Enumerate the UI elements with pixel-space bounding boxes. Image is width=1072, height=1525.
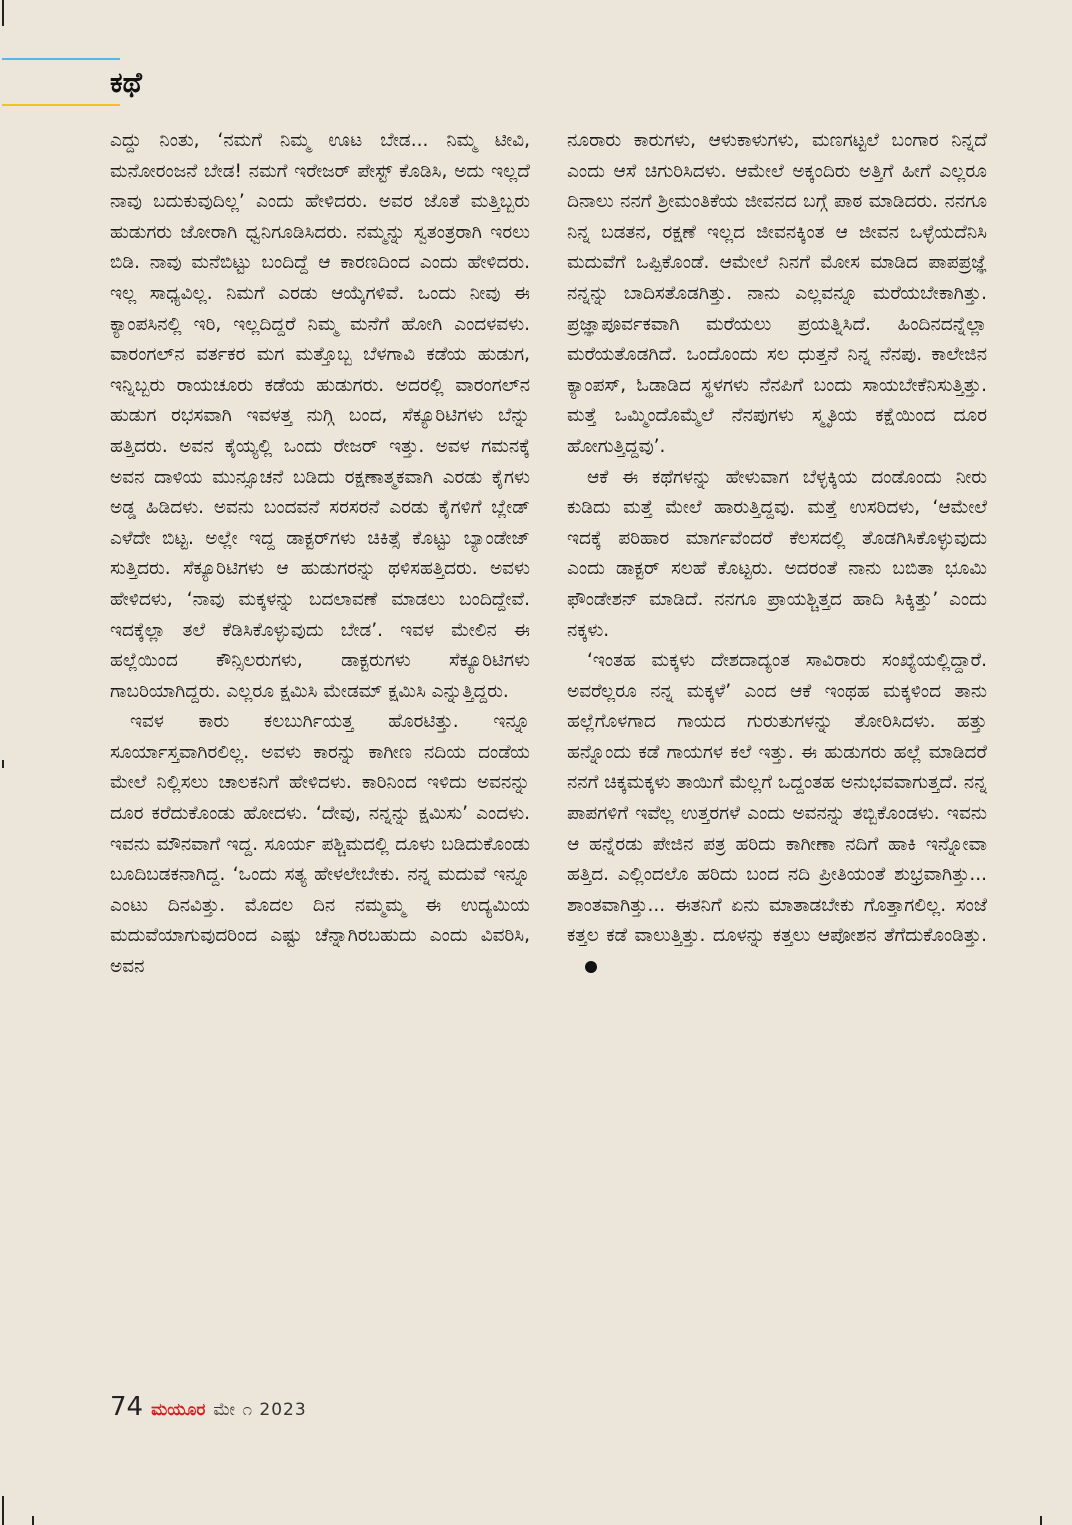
- right-column: [567, 126, 987, 983]
- paragraph: ಎದ್ದು ನಿಂತು, ‘ನಮಗೆ ನಿಮ್ಮ ಊಟ ಬೇಡ... ನಿಮ್ಮ ಟೀವಿ, ಮನೋರಂಜನೆ ಬೇಡ! ನಮಗೆ ಇರೇಜರ್ ಪೇಸ್ಟ್ ಕೊಡಿಸಿ, ಅದು ಇಲ್ಲದೆ ನಾವು ಬದುಕುವುದಿಲ್ಲ’ ಎಂದು ಹೇಳಿದರು. ಅವರ ಜೊತೆ ಮತ್ತಿಬ್ಬರು ಹುಡುಗರು ಜೋರಾಗಿ ಧ್ವನಿಗೂಡಿಸಿದರು. ನಮ್ಮನ್ನು ಸ್ವತಂತ್ರರಾಗಿ ಇರಲು ಬಿಡಿ. ನಾವು ಮನೆಬಿಟ್ಟು ಬಂದಿದ್ದೆ ಆ ಕಾರಣದಿಂದ ಎಂದು ಹೇಳಿದರು. ಇಲ್ಲ ಸಾಧ್ಯವಿಲ್ಲ. ನಿಮಗೆ ಎರಡು ಆಯ್ಕೆಗಳಿವೆ. ಒಂದು ನೀವು ಈ ಕ್ಯಾಂಪಸಿನಲ್ಲಿ ಇರಿ, ಇಲ್ಲದಿದ್ದರೆ ನಿಮ್ಮ ಮನೆಗೆ ಹೋಗಿ ಎಂದಳವಳು. ವಾರಂಗಲ್‌ನ ವರ್ತಕರ ಮಗ ಮತ್ತೊಬ್ಬ ಬೆಳಗಾವಿ ಕಡೆಯ ಹುಡುಗ, ಇನ್ನಿಬ್ಬರು ರಾಯಚೂರು ಕಡೆಯ ಹುಡುಗರು. ಅದರಲ್ಲಿ ವಾರಂಗಲ್‌ನ ಹುಡುಗ ರಭಸವಾಗಿ ಇವಳತ್ತ ನುಗ್ಗಿ ಬಂದ, ಸೆಕ್ಯೂರಿಟಿಗಳು ಬೆನ್ನು ಹತ್ತಿದರು. ಅವನ ಕೈಯ್ಯಲ್ಲಿ ಒಂದು ರೇಜರ್ ಇತ್ತು. ಅವಳ ಗಮನಕ್ಕೆ ಅವನ ದಾಳಿಯ ಮುನ್ಸೂಚನೆ ಬಡಿದು ರಕ್ಷಣಾತ್ಮಕವಾಗಿ ಎರಡು ಕೈಗಳು ಅಡ್ಡ ಹಿಡಿದಳು. ಅವನು ಬಂದವನೆ ಸರಸರನೆ ಎರಡು ಕೈಗಳಿಗೆ ಬ್ಲೇಡ್ ಎಳೆದೇ ಬಿಟ್ಟ. ಅಲ್ಲೇ ಇದ್ದ ಡಾಕ್ಟರ್‌ಗಳು ಚಿಕಿತ್ಸೆ ಕೊಟ್ಟು ಬ್ಯಾಂಡೇಜ್ ಸುತ್ತಿದರು. ಸೆಕ್ಯೂರಿಟಿಗಳು ಆ ಹುಡುಗರನ್ನು ಥಳಿಸಹತ್ತಿದರು. ಅವಳು ಹೇಳಿದಳು, ‘ನಾವು ಮಕ್ಕಳನ್ನು ಬದಲಾವಣೆ ಮಾಡಲು ಬಂದಿದ್ದೇವೆ. ಇದಕ್ಕೆಲ್ಲಾ ತಲೆ ಕೆಡಿಸಿಕೊಳ್ಳುವುದು ಬೇಡ’. ಇವಳ ಮೇಲಿನ ಈ ಹಲ್ಲೆಯಿಂದ ಕೌನ್ಸಿಲರುಗಳು, ಡಾಕ್ಟರುಗಳು ಸೆಕ್ಯೂರಿಟಿಗಳು ಗಾಬರಿಯಾಗಿದ್ದರು. ಎಲ್ಲರೂ ಕ್ಷಮಿಸಿ ಮೇಡಮ್ ಕ್ಷಮಿಸಿ ಎನ್ನುತ್ತಿದ್ದರು.: [110, 130, 530, 702]
- header-rule-yellow: [2, 104, 120, 106]
- crop-mark-top-left: [2, 0, 4, 26]
- left-column: [110, 126, 530, 983]
- crop-mark-bottom-left: [2, 1496, 4, 1525]
- section-label: ಕಥೆ: [110, 66, 142, 99]
- crop-mark-bottom-tick-left: [32, 1516, 34, 1525]
- header-rule-blue: [2, 58, 120, 60]
- magazine-logo: ಮಯೂರ: [151, 1400, 206, 1420]
- issue-date: ಮೇ ೧ 2023: [213, 1400, 307, 1420]
- end-mark-icon: [585, 961, 597, 973]
- paragraph-text: ‘ಇಂತಹ ಮಕ್ಕಳು ದೇಶದಾದ್ಯಂತ ಸಾವಿರಾರು ಸಂಖ್ಯೆಯಲ್ಲಿದ್ದಾರೆ. ಅವರೆಲ್ಲರೂ ನನ್ನ ಮಕ್ಕಳೆ’ ಎಂದ ಆಕೆ ಇಂಥಹ ಮಕ್ಕಳಿಂದ ತಾನು ಹಲ್ಲೆಗೊಳಗಾದ ಗಾಯದ ಗುರುತುಗಳನ್ನು ತೋರಿಸಿದಳು. ಹತ್ತು ಹನ್ನೊಂದು ಕಡೆ ಗಾಯಗಳ ಕಲೆ ಇತ್ತು. ಈ ಹುಡುಗರು ಹಲ್ಲೆ ಮಾಡಿದರೆ ನನಗೆ ಚಿಕ್ಕಮಕ್ಕಳು ತಾಯಿಗೆ ಮೆಲ್ಲಗೆ ಒದ್ದಂತಹ ಅನುಭವವಾಗುತ್ತದೆ. ನನ್ನ ಪಾಪಗಳಿಗೆ ಇವೆಲ್ಲ ಉತ್ತರಗಳೆ ಎಂದು ಅವನನ್ನು ತಬ್ಬಿಕೊಂಡಳು. ಇವನು ಆ ಹನ್ನೆರಡು ಪೇಜಿನ ಪತ್ರ ಹರಿದು ಕಾಗೀಣಾ ನದಿಗೆ ಹಾಕಿ ಇನ್ನೋವಾ ಹತ್ತಿದ. ಎಲ್ಲಿಂದಲೊ ಹರಿದು ಬಂದ ನದಿ ಪ್ರೀತಿಯಂತೆ ಶುಭ್ರವಾಗಿತ್ತು... ಶಾಂತವಾಗಿತ್ತು... ಈತನಿಗೆ ಏನು ಮಾತಾಡಬೇಕು ಗೊತ್ತಾಗಲಿಲ್ಲ. ಸಂಜೆ ಕತ್ತಲ ಕಡೆ ವಾಲುತ್ತಿತ್ತು. ದೂಳನ್ನು ಕತ್ತಲು ಆಪೋಶನ ತೆಗೆದುಕೊಂಡಿತ್ತು.: [567, 650, 987, 947]
- paragraph: ಆಕೆ ಈ ಕಥೆಗಳನ್ನು ಹೇಳುವಾಗ ಬೆಳ್ಳಕ್ಕಿಯ ದಂಡೊಂದು ನೀರು ಕುಡಿದು ಮತ್ತೆ ಮೇಲೆ ಹಾರುತ್ತಿದ್ದವು. ಮತ್ತೆ ಉಸರಿದಳು, ‘ಆಮೇಲೆ ಇದಕ್ಕೆ ಪರಿಹಾರ ಮಾರ್ಗವೆಂದರೆ ಕೆಲಸದಲ್ಲಿ ತೊಡಗಿಸಿಕೊಳ್ಳುವುದು ಎಂದು ಡಾಕ್ಟರ್ ಸಲಹೆ ಕೊಟ್ಟರು. ಅದರಂತೆ ನಾನು ಬಬಿತಾ ಭೂಮಿ ಫೌಂಡೇಶನ್ ಮಾಡಿದೆ. ನನಗೂ ಪ್ರಾಯಶ್ಚಿತ್ತದ ಹಾದಿ ಸಿಕ್ಕಿತ್ತು’ ಎಂದು ನಕ್ಕಳು.: [567, 466, 987, 641]
- crop-mark-bottom-tick-right: [1040, 1516, 1042, 1525]
- page-number: 74: [110, 1392, 144, 1422]
- paragraph: ಇವಳ ಕಾರು ಕಲಬುರ್ಗಿಯತ್ತ ಹೊರಟಿತ್ತು. ಇನ್ನೂ ಸೂರ್ಯಾಸ್ತವಾಗಿರಲಿಲ್ಲ. ಅವಳು ಕಾರನ್ನು ಕಾಗೀಣ ನದಿಯ ದಂಡೆಯ ಮೇಲೆ ನಿಲ್ಲಿಸಲು ಚಾಲಕನಿಗೆ ಹೇಳಿದಳು. ಕಾರಿನಿಂದ ಇಳಿದು ಅವನನ್ನು ದೂರ ಕರೆದುಕೊಂಡು ಹೋದಳು. ‘ದೇವು, ನನ್ನನ್ನು ಕ್ಷಮಿಸು’ ಎಂದಳು. ಇವನು ಮೌನವಾಗೆ ಇದ್ದ. ಸೂರ್ಯ ಪಶ್ಚಿಮದಲ್ಲಿ ದೂಳು ಬಡಿದುಕೊಂಡು ಬೂದಿಬಡಕನಾಗಿದ್ದ. ‘ಒಂದು ಸತ್ಯ ಹೇಳಲೇಬೇಕು. ನನ್ನ ಮದುವೆ ಇನ್ನೂ ಎಂಟು ದಿನವಿತ್ತು. ಮೊದಲ ದಿನ ನಮ್ಮಮ್ಮ ಈ ಉದ್ಯಮಿಯ ಮದುವೆಯಾಗುವುದರಿಂದ ಎಷ್ಟು ಚೆನ್ನಾಗಿರಬಹುದು ಎಂದು ವಿವರಿಸಿ, ಅವನ: [110, 711, 530, 978]
- crop-mark-left-mid: [2, 760, 4, 768]
- paragraph-final: [567, 646, 987, 983]
- paragraph: ನೂರಾರು ಕಾರುಗಳು, ಆಳುಕಾಳುಗಳು, ಮಣಗಟ್ಟಲೆ ಬಂಗಾರ ನಿನ್ನದೆ ಎಂದು ಆಸೆ ಚಿಗುರಿಸಿದಳು. ಆಮೇಲೆ ಅಕ್ಕಂದಿರು ಅತ್ತಿಗೆ ಹೀಗೆ ಎಲ್ಲರೂ ದಿನಾಲು ನನಗೆ ಶ್ರೀಮಂತಿಕೆಯ ಜೀವನದ ಬಗ್ಗೆ ಪಾಠ ಮಾಡಿದರು. ನನಗೂ ನಿನ್ನ ಬಡತನ, ರಕ್ಷಣೆ ಇಲ್ಲದ ಜೀವನಕ್ಕಿಂತ ಆ ಜೀವನ ಒಳ್ಳೆಯದೆನಿಸಿ ಮದುವೆಗೆ ಒಪ್ಪಿಕೊಂಡೆ. ಆಮೇಲೆ ನಿನಗೆ ಮೋಸ ಮಾಡಿದ ಪಾಪಪ್ರಜ್ಞೆ ನನ್ನನ್ನು ಬಾದಿಸತೊಡಗಿತ್ತು. ನಾನು ಎಲ್ಲವನ್ನೂ ಮರೆಯಬೇಕಾಗಿತ್ತು. ಪ್ರಜ್ಞಾಪೂರ್ವಕವಾಗಿ ಮರೆಯಲು ಪ್ರಯತ್ನಿಸಿದೆ. ಹಿಂದಿನದನ್ನೆಲ್ಲಾ ಮರೆಯತೊಡಗಿದೆ. ಒಂದೊಂದು ಸಲ ಧುತ್ತನೆ ನಿನ್ನ ನೆನಪು. ಕಾಲೇಜಿನ ಕ್ಯಾಂಪಸ್, ಓಡಾಡಿದ ಸ್ಥಳಗಳು ನೆನಪಿಗೆ ಬಂದು ಸಾಯಬೇಕೆನಿಸುತ್ತಿತ್ತು. ಮತ್ತೆ ಒಮ್ಮಿಂದೊಮ್ಮೆಲೆ ನೆನಪುಗಳು ಸ್ಮೃತಿಯ ಕಕ್ಷೆಯಿಂದ ದೂರ ಹೋಗುತ್ತಿದ್ದವು’.: [567, 130, 987, 457]
- page-footer: [110, 1392, 307, 1422]
